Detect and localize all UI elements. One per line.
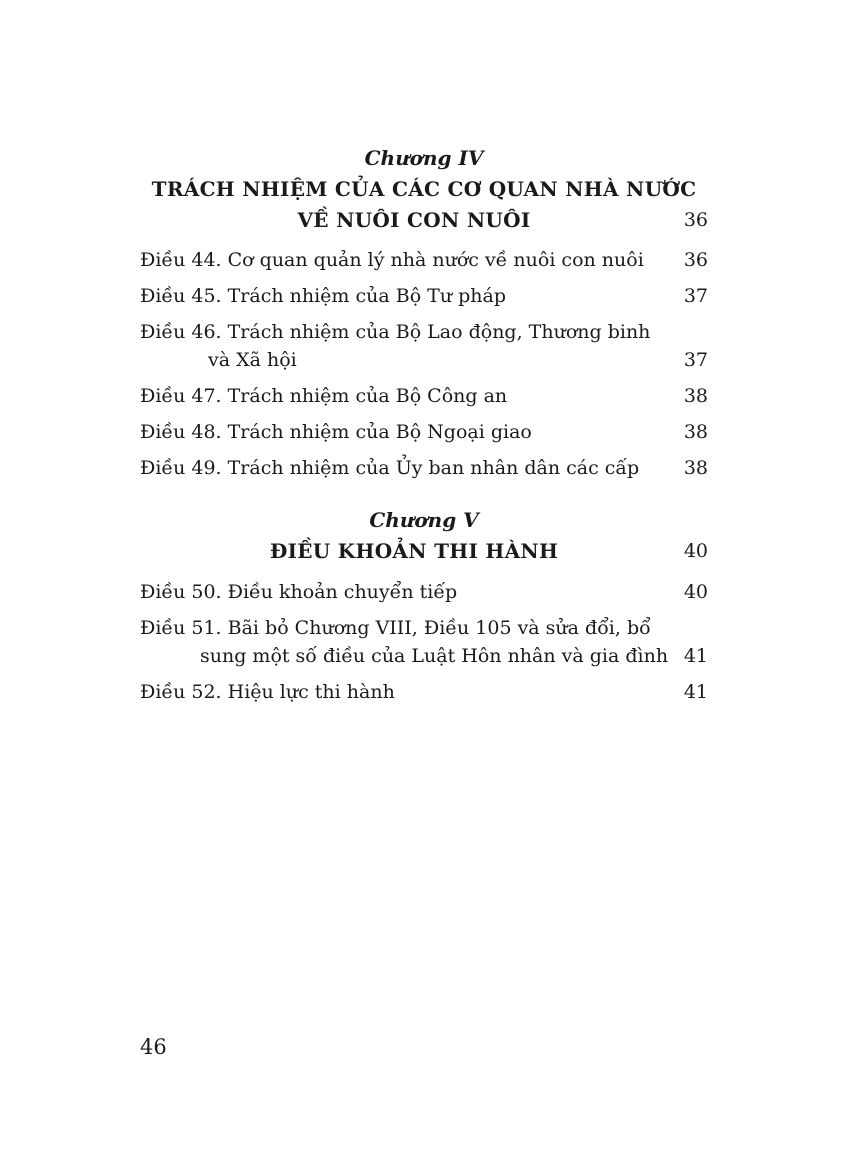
toc-entry-47: Điều 47. Trách nhiệm của Bộ Công an [140, 385, 508, 407]
chapter-5-title: ĐIỀU KHOẢN THI HÀNH [269, 539, 559, 563]
toc-page-46: 37 [683, 349, 708, 371]
toc-page-47: 38 [683, 385, 708, 407]
toc-entry-52: Điều 52. Hiệu lực thi hành [140, 681, 395, 703]
toc-page-48: 38 [683, 421, 708, 443]
chapter-5-page: 40 [683, 540, 708, 562]
toc-entry-48: Điều 48. Trách nhiệm của Bộ Ngoại giao [140, 421, 532, 443]
toc-entry-51: Điều 51. Bãi bỏ Chương VIII, Điều 105 và sửa đổi, bổ [140, 617, 651, 639]
toc-entry-46: Điều 46. Trách nhiệm của Bộ Lao động, Thương binh [140, 321, 651, 343]
chapter-4-title-line2: VỀ NUÔI CON NUÔI [297, 208, 531, 232]
toc-page-44: 36 [683, 249, 708, 271]
toc-page-49: 38 [683, 457, 708, 479]
toc-entry-51-cont: sung một số điều của Luật Hôn nhân và gia đình [200, 645, 669, 667]
chapter-4-page: 36 [683, 209, 708, 231]
toc-page-50: 40 [683, 581, 708, 603]
toc-entry-50: Điều 50. Điều khoản chuyển tiếp [140, 581, 458, 603]
toc-entry-46-cont: và Xã hội [208, 349, 297, 371]
toc-page-45: 37 [683, 285, 708, 307]
chapter-5-label: Chương V [369, 508, 479, 532]
toc-entry-45: Điều 45. Trách nhiệm của Bộ Tư pháp [140, 285, 507, 307]
toc-page-52: 41 [683, 681, 708, 703]
chapter-4-title-line1: TRÁCH NHIỆM CỦA CÁC CƠ QUAN NHÀ NƯỚC [151, 177, 697, 201]
toc-entry-49: Điều 49. Trách nhiệm của Ủy ban nhân dân các cấp [140, 457, 640, 479]
toc-page-51: 41 [683, 645, 708, 667]
page-number: 46 [140, 1035, 167, 1059]
chapter-4-label: Chương IV [364, 146, 484, 170]
toc-entry-44: Điều 44. Cơ quan quản lý nhà nước về nuôi con nuôi [140, 249, 644, 271]
